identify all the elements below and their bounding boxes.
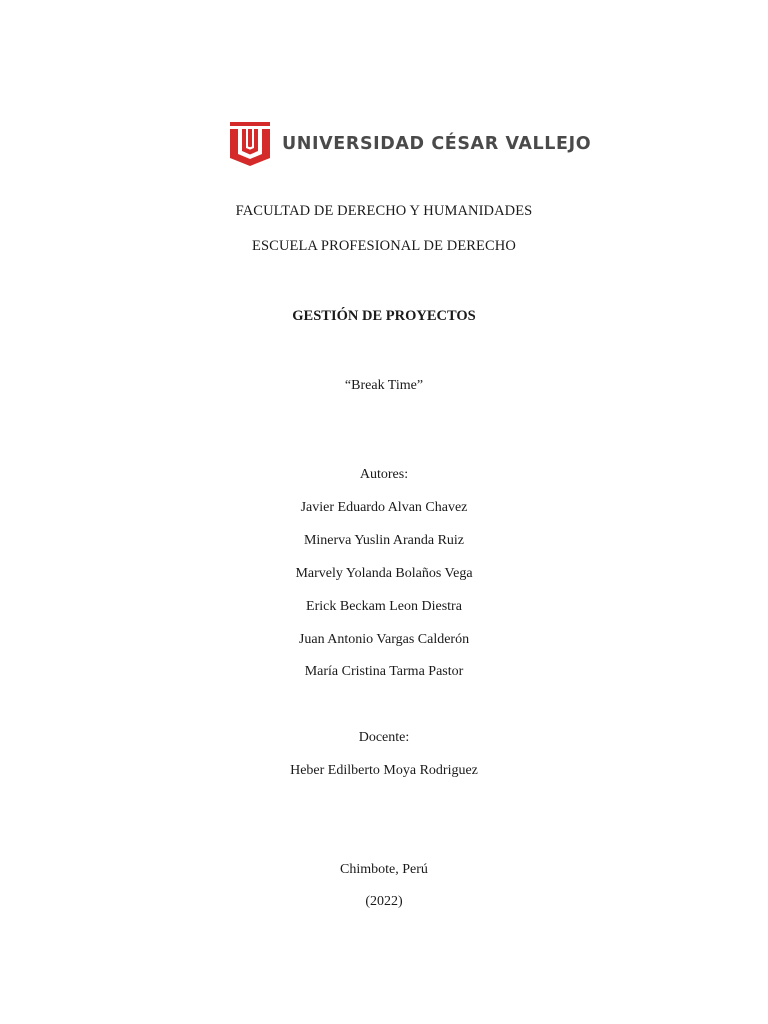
author-name: Javier Eduardo Alvan Chavez	[300, 500, 468, 515]
author-name: Erick Beckam Leon Diestra	[306, 599, 462, 614]
author-name: Marvely Yolanda Bolaños Vega	[295, 566, 473, 581]
university-shield-icon	[228, 120, 272, 168]
university-name: UNIVERSIDAD CÉSAR VALLEJO	[282, 134, 592, 154]
year: (2022)	[365, 894, 403, 909]
faculty-name: FACULTAD DE DERECHO Y HUMANIDADES	[235, 203, 533, 219]
project-title: “Break Time”	[344, 378, 424, 393]
university-logo	[228, 120, 591, 168]
teacher-name: Heber Edilberto Moya Rodriguez	[290, 763, 478, 778]
authors-label: Autores:	[359, 467, 409, 482]
author-name: María Cristina Tarma Pastor	[304, 664, 464, 679]
author-name: Minerva Yuslin Aranda Ruiz	[303, 533, 465, 548]
school-name: ESCUELA PROFESIONAL DE DERECHO	[252, 238, 516, 254]
location: Chimbote, Perú	[340, 862, 428, 877]
author-name: Juan Antonio Vargas Calderón	[298, 632, 470, 647]
course-title: GESTIÓN DE PROYECTOS	[292, 308, 476, 324]
teacher-label: Docente:	[358, 730, 410, 745]
